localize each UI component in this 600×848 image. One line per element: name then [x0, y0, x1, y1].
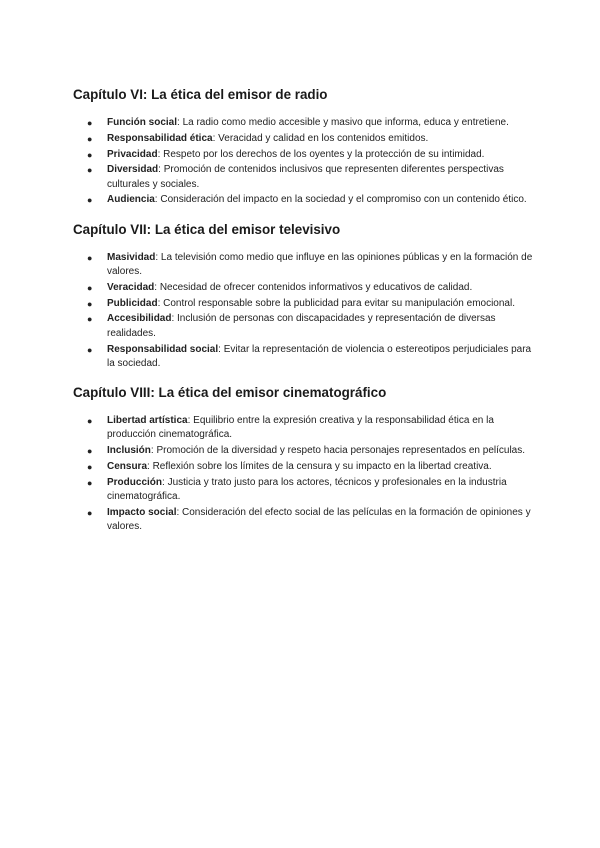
- list-item: [73, 460, 533, 474]
- list-item: [73, 297, 533, 311]
- item-text: : Justicia y trato justo para los actores, técnicos y profesionales en la industria cinematográfica.: [107, 476, 507, 503]
- item-text: : Inclusión de personas con discapacidades y representación de diversas realidades.: [107, 313, 496, 339]
- list-item: [73, 312, 533, 341]
- item-term: Accesibilidad: [107, 313, 172, 325]
- item-text: : Reflexión sobre los límites de la censura y su impacto en la libertad creativa.: [147, 461, 492, 473]
- item-text: : La radio como medio accesible y masivo que informa, educa y entretiene.: [177, 117, 509, 128]
- item-term: Libertad artística: [107, 415, 188, 427]
- item-text: : Consideración del efecto social de las películas en la formación de opiniones y valores.: [107, 506, 531, 533]
- item-text: : Respeto por los derechos de los oyentes y la protección de su intimidad.: [157, 148, 485, 160]
- item-term: Producción: [107, 476, 163, 488]
- bullet-icon: ●: [87, 446, 93, 457]
- bullet-icon: ●: [87, 507, 93, 518]
- item-text: : Evitar la representación de violencia o estereotipos perjudiciales para la sociedad.: [107, 343, 532, 369]
- chapter-title: Capítulo VII: La ética del emisor televisivo: [73, 221, 341, 237]
- list-item: [73, 132, 533, 146]
- item-term: Diversidad: [107, 164, 159, 176]
- chapter-8: [73, 384, 533, 534]
- chapter-title: Capítulo VIII: La ética del emisor cinematográfico: [73, 385, 387, 401]
- item-term: Impacto social: [107, 506, 177, 518]
- bullet-list: [73, 251, 533, 371]
- bullet-icon: ●: [87, 282, 93, 293]
- list-item: [73, 193, 533, 207]
- bullet-icon: ●: [87, 314, 93, 325]
- chapter-6: [73, 86, 533, 208]
- bullet-icon: ●: [87, 252, 93, 263]
- item-text: : Promoción de contenidos inclusivos que representen diferentes perspectivas culturales y sociales.: [107, 164, 504, 190]
- document-content: [73, 86, 533, 548]
- chapter-7: [73, 221, 533, 371]
- list-item: [73, 281, 533, 295]
- bullet-icon: ●: [87, 298, 93, 309]
- bullet-icon: ●: [87, 118, 93, 128]
- list-item: [73, 343, 533, 372]
- list-item: [73, 414, 533, 443]
- item-text: : Necesidad de ofrecer contenidos informativos y educativos de calidad.: [154, 281, 473, 293]
- item-term: Responsabilidad social: [107, 343, 219, 355]
- item-term: Censura: [107, 461, 148, 473]
- bullet-icon: ●: [87, 133, 93, 144]
- item-term: Responsabilidad ética: [107, 132, 213, 144]
- item-text: : Promoción de la diversidad y respeto hacia personajes representados en películas.: [150, 445, 526, 457]
- item-text: : Veracidad y calidad en los contenidos emitidos.: [212, 132, 429, 144]
- item-term: Inclusión: [107, 445, 151, 457]
- item-term: Privacidad: [107, 148, 158, 160]
- item-text: : Control responsable sobre la publicidad para evitar su manipulación emocional.: [157, 297, 515, 309]
- bullet-icon: ●: [87, 416, 93, 427]
- list-item: [73, 163, 533, 192]
- bullet-icon: ●: [87, 149, 93, 160]
- bullet-icon: ●: [87, 462, 93, 473]
- list-item: [73, 444, 533, 458]
- item-term: Publicidad: [107, 297, 158, 309]
- list-item: [73, 251, 533, 280]
- list-item: [73, 506, 533, 535]
- bullet-icon: ●: [87, 195, 93, 206]
- item-text: : La televisión como medio que influye en las opiniones públicas y en la formación de valores.: [107, 251, 533, 278]
- bullet-icon: ●: [87, 344, 93, 355]
- item-term: Función social: [107, 117, 178, 128]
- item-text: : Equilibrio entre la expresión creativa y la responsabilidad ética en la producción cinematográfica.: [107, 415, 494, 441]
- bullet-icon: ●: [87, 477, 93, 488]
- list-item: [73, 148, 533, 162]
- item-text: : Consideración del impacto en la sociedad y el compromiso con un contenido ético.: [154, 194, 527, 206]
- bullet-icon: ●: [87, 165, 93, 176]
- chapter-title: Capítulo VI: La ética del emisor de radio: [73, 87, 328, 102]
- item-term: Audiencia: [107, 194, 155, 206]
- bullet-list: [73, 116, 533, 208]
- item-term: Veracidad: [107, 281, 155, 293]
- item-term: Masividad: [107, 251, 156, 263]
- list-item: [73, 476, 533, 505]
- bullet-list: [73, 414, 533, 534]
- list-item: [73, 116, 533, 130]
